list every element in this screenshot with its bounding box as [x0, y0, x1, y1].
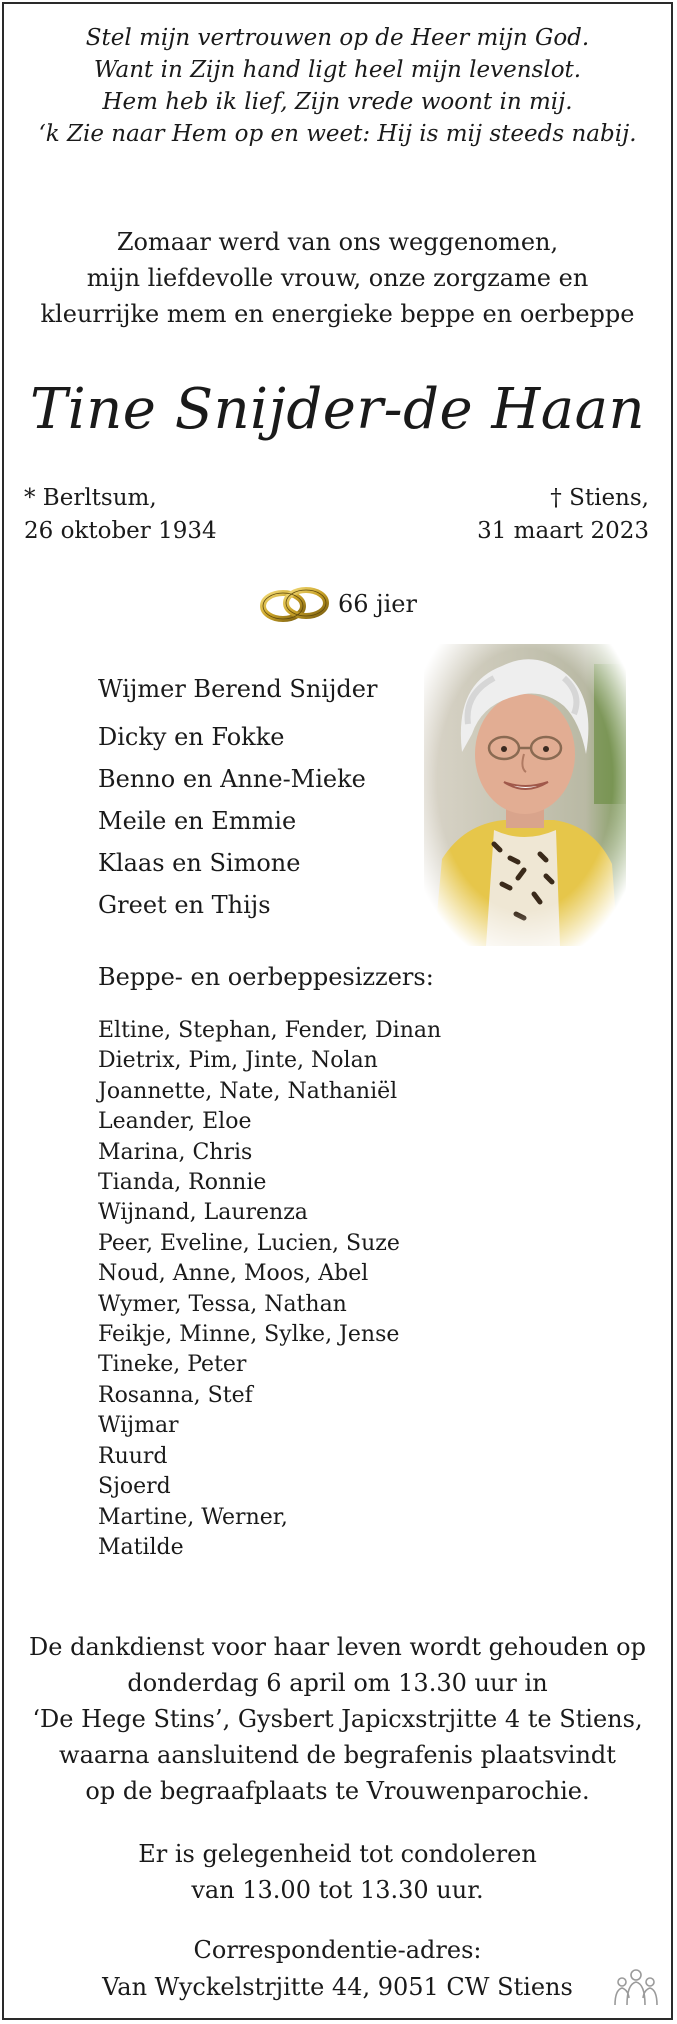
intro-line: Zomaar werd van ons weggenomen, [116, 228, 559, 256]
grandchildren-line: Martine, Werner, [98, 1504, 288, 1530]
grandchildren-title: Beppe- en oerbeppesizzers: [98, 963, 434, 991]
grandchildren-line: Wijmar [98, 1413, 179, 1439]
correspondence-label: Correspondentie-adres: [193, 1936, 482, 1964]
correspondence-line: Van Wyckelstrjitte 44, 9051 CW Stiens [102, 1973, 573, 2001]
grandchildren-list [98, 1016, 441, 1563]
grandchildren-line: Eltine, Stephan, Fender, Dinan [98, 1018, 442, 1043]
grandchildren-line: Wymer, Tessa, Nathan [98, 1291, 347, 1317]
grandchildren-line: Dietrix, Pim, Jinte, Nolan [98, 1048, 378, 1074]
grandchildren-line: Wijnand, Laurenza [98, 1200, 308, 1226]
poem-line: ‘k Zie naar Hem op en weet: Hij is mij steeds nabij. [38, 121, 637, 147]
birth-place: * Berltsum, [24, 485, 157, 511]
marriage-anniversary [4, 582, 671, 626]
portrait-photo [424, 644, 626, 946]
poem [4, 22, 671, 150]
poem-line: Hem heb ik lief, Zijn vrede woont in mij. [102, 89, 573, 115]
death-place: † Stiens, [550, 485, 649, 511]
grandchildren-line: Feikje, Minne, Sylke, Jense [98, 1322, 400, 1348]
spouse-name: Wijmer Berend Snijder [98, 675, 378, 703]
child-couple: Benno en Anne-Mieke [98, 765, 366, 793]
grandchildren-line: Leander, Eloe [98, 1109, 252, 1135]
service-line: waarna aansluitend de begrafenis plaatsvindt [59, 1741, 616, 1769]
condolence-info [4, 1836, 671, 1908]
service-line: op de begraafplaats te Vrouwenparochie. [85, 1777, 590, 1805]
grandchildren-line: Ruurd [98, 1443, 168, 1469]
grandchildren-line: Noud, Anne, Moos, Abel [98, 1261, 369, 1287]
grandchildren-line: Tianda, Ronnie [98, 1170, 267, 1196]
service-line: De dankdienst voor haar leven wordt gehouden op [29, 1633, 646, 1661]
deceased-name: Tine Snijder-de Haan [29, 377, 646, 442]
birth-date: 26 oktober 1934 [24, 518, 217, 544]
child-couple: Klaas en Simone [98, 849, 301, 877]
intro-line: mijn liefdevolle vrouw, onze zorgzame en [86, 264, 589, 292]
service-line: donderdag 6 april om 13.30 uur in [127, 1669, 548, 1697]
poem-line: Stel mijn vertrouwen op de Heer mijn God. [85, 25, 590, 51]
child-couple: Greet en Thijs [98, 891, 271, 919]
family-people-icon [613, 1968, 659, 2006]
correspondence-address [4, 1932, 671, 2006]
wedding-rings-icon [258, 582, 332, 626]
child-couple: Dicky en Fokke [98, 723, 285, 751]
grandchildren-line: Marina, Chris [98, 1139, 253, 1165]
service-line: ‘De Hege Stins’, Gysbert Japicxstrjitte 4 te Stiens, [32, 1705, 643, 1733]
obituary-card [2, 2, 673, 2020]
intro-line: kleurrijke mem en energieke beppe en oerbeppe [40, 300, 635, 328]
condolence-line: Er is gelegenheid tot condoleren [138, 1840, 537, 1868]
grandchildren-line: Tineke, Peter [98, 1352, 247, 1378]
grandchildren-line: Joannette, Nate, Nathaniël [98, 1078, 398, 1104]
grandchildren-line: Matilde [98, 1534, 184, 1560]
service-info [4, 1629, 671, 1809]
family-list [98, 668, 377, 926]
death-info [477, 482, 649, 548]
grandchildren-line: Peer, Eveline, Lucien, Suze [98, 1230, 400, 1256]
grandchildren-line: Sjoerd [98, 1474, 171, 1500]
condolence-line: van 13.00 tot 13.30 uur. [191, 1876, 484, 1904]
grandchildren-line: Rosanna, Stef [98, 1382, 253, 1408]
death-date: 31 maart 2023 [477, 518, 649, 544]
poem-line: Want in Zijn hand ligt heel mijn levenslot. [93, 57, 582, 83]
intro-text [4, 224, 671, 332]
marriage-years: 66 jier [338, 590, 417, 618]
child-couple: Meile en Emmie [98, 807, 297, 835]
birth-info [24, 482, 217, 548]
